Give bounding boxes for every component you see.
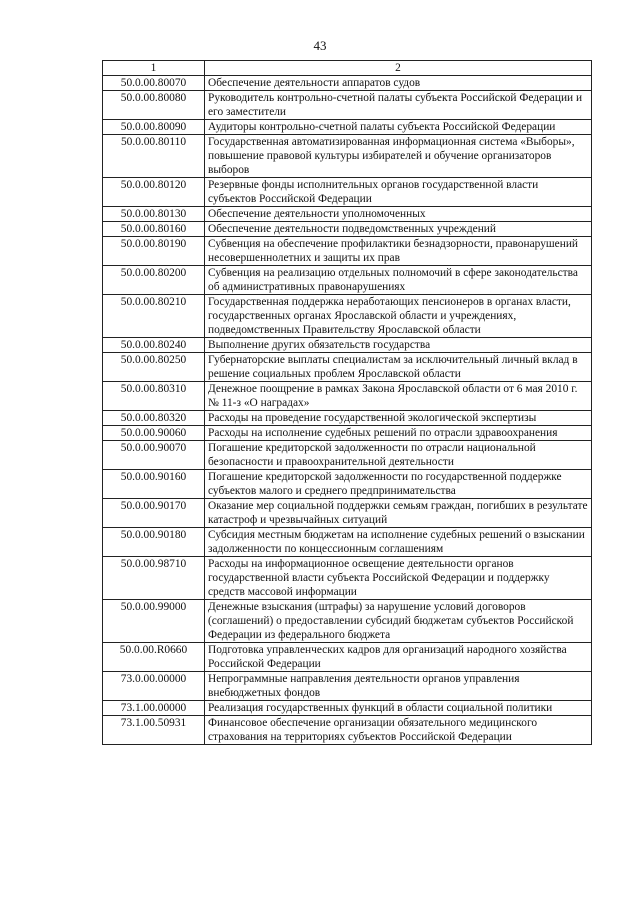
- table-row: [103, 643, 592, 672]
- budget-code-cell: 50.0.00.80190: [103, 237, 205, 266]
- budget-item-name-cell: Денежное поощрение в рамках Закона Ярославской области от 6 мая 2010 г. № 11-з «О наградах»: [205, 382, 592, 411]
- budget-item-name-cell: Руководитель контрольно-счетной палаты субъекта Российской Федерации и его заместители: [205, 91, 592, 120]
- budget-item-name-cell: Обеспечение деятельности уполномоченных: [205, 207, 592, 222]
- budget-item-name-cell: Подготовка управленческих кадров для организаций народного хозяйства Российской Федерации: [205, 643, 592, 672]
- table-row: [103, 382, 592, 411]
- table-row: [103, 716, 592, 745]
- budget-item-name-cell: Государственная автоматизированная информационная система «Выборы», повышение правовой культуры избирателей и обучение организаторов выборов: [205, 135, 592, 178]
- column-header-name: 2: [205, 61, 592, 76]
- page-number: 43: [313, 38, 327, 53]
- budget-code-cell: 50.0.00.80130: [103, 207, 205, 222]
- budget-code-cell: 50.0.00.R0660: [103, 643, 205, 672]
- table-row: [103, 557, 592, 600]
- budget-item-name-cell: Финансовое обеспечение организации обязательного медицинского страхования на территориях субъектов Российской Федерации: [205, 716, 592, 745]
- table-row: [103, 441, 592, 470]
- budget-code-cell: 50.0.00.99000: [103, 600, 205, 643]
- budget-codes-table: [102, 60, 592, 745]
- budget-code-cell: 73.1.00.50931: [103, 716, 205, 745]
- budget-code-cell: 50.0.00.80250: [103, 353, 205, 382]
- budget-item-name-cell: Субвенция на обеспечение профилактики безнадзорности, правонарушений несовершеннолетних и защиты их прав: [205, 237, 592, 266]
- table-row: [103, 266, 592, 295]
- budget-item-name-cell: Обеспечение деятельности аппаратов судов: [205, 76, 592, 91]
- table-row: [103, 135, 592, 178]
- table-row: [103, 470, 592, 499]
- budget-item-name-cell: Резервные фонды исполнительных органов государственной власти субъектов Российской Федерации: [205, 178, 592, 207]
- table-row: [103, 120, 592, 135]
- budget-item-name-cell: Губернаторские выплаты специалистам за исключительный личный вклад в решение социальных проблем Ярославской области: [205, 353, 592, 382]
- budget-item-name-cell: Выполнение других обязательств государства: [205, 338, 592, 353]
- budget-item-name-cell: Государственная поддержка неработающих пенсионеров в органах власти, государственных органах Ярославской области и учреждениях, подведомственных Правительству Ярославской области: [205, 295, 592, 338]
- budget-code-cell: 50.0.00.80090: [103, 120, 205, 135]
- budget-code-cell: 50.0.00.90180: [103, 528, 205, 557]
- budget-code-cell: 50.0.00.90060: [103, 426, 205, 441]
- budget-item-name-cell: Денежные взыскания (штрафы) за нарушение условий договоров (соглашений) о предоставлении субсидий бюджетам субъектов Российской Федерации из федерального бюджета: [205, 600, 592, 643]
- budget-item-name-cell: Непрограммные направления деятельности органов управления внебюджетных фондов: [205, 672, 592, 701]
- table-row: [103, 295, 592, 338]
- table-row: [103, 222, 592, 237]
- budget-item-name-cell: Субсидия местным бюджетам на исполнение судебных решений о взыскании задолженности по концессионным соглашениям: [205, 528, 592, 557]
- table-row: [103, 499, 592, 528]
- budget-code-cell: 73.0.00.00000: [103, 672, 205, 701]
- budget-code-cell: 50.0.00.80070: [103, 76, 205, 91]
- table-row: [103, 237, 592, 266]
- table-row: [103, 91, 592, 120]
- budget-item-name-cell: Аудиторы контрольно-счетной палаты субъекта Российской Федерации: [205, 120, 592, 135]
- table-row: [103, 411, 592, 426]
- budget-item-name-cell: Обеспечение деятельности подведомственных учреждений: [205, 222, 592, 237]
- budget-code-cell: 50.0.00.80120: [103, 178, 205, 207]
- table-row: [103, 701, 592, 716]
- table-row: [103, 178, 592, 207]
- budget-item-name-cell: Расходы на исполнение судебных решений по отрасли здравоохранения: [205, 426, 592, 441]
- budget-code-cell: 50.0.00.80200: [103, 266, 205, 295]
- budget-code-cell: 50.0.00.80080: [103, 91, 205, 120]
- budget-item-name-cell: Погашение кредиторской задолженности по отрасли национальной безопасности и правоохранительной деятельности: [205, 441, 592, 470]
- table-header-row: [103, 61, 592, 76]
- budget-item-name-cell: Погашение кредиторской задолженности по государственной поддержке субъектов малого и среднего предпринимательства: [205, 470, 592, 499]
- budget-item-name-cell: Реализация государственных функций в области социальной политики: [205, 701, 592, 716]
- budget-item-name-cell: Субвенция на реализацию отдельных полномочий в сфере законодательства об административных правонарушениях: [205, 266, 592, 295]
- budget-code-cell: 50.0.00.80310: [103, 382, 205, 411]
- column-header-code: 1: [103, 61, 205, 76]
- table-row: [103, 600, 592, 643]
- budget-code-cell: 50.0.00.98710: [103, 557, 205, 600]
- budget-code-cell: 50.0.00.90170: [103, 499, 205, 528]
- budget-code-cell: 50.0.00.80320: [103, 411, 205, 426]
- budget-code-cell: 50.0.00.90070: [103, 441, 205, 470]
- table-row: [103, 426, 592, 441]
- table-row: [103, 76, 592, 91]
- budget-code-cell: 73.1.00.00000: [103, 701, 205, 716]
- budget-code-cell: 50.0.00.80210: [103, 295, 205, 338]
- budget-code-cell: 50.0.00.90160: [103, 470, 205, 499]
- table-row: [103, 338, 592, 353]
- budget-item-name-cell: Расходы на информационное освещение деятельности органов государственной власти субъекта Российской Федерации и поддержку средств массовой информации: [205, 557, 592, 600]
- budget-code-cell: 50.0.00.80160: [103, 222, 205, 237]
- budget-code-cell: 50.0.00.80240: [103, 338, 205, 353]
- table-body: [103, 76, 592, 745]
- budget-item-name-cell: Расходы на проведение государственной экологической экспертизы: [205, 411, 592, 426]
- table-row: [103, 672, 592, 701]
- budget-item-name-cell: Оказание мер социальной поддержки семьям граждан, погибших в результате катастроф и чрезвычайных ситуаций: [205, 499, 592, 528]
- table-row: [103, 207, 592, 222]
- table-row: [103, 528, 592, 557]
- budget-code-cell: 50.0.00.80110: [103, 135, 205, 178]
- table-row: [103, 353, 592, 382]
